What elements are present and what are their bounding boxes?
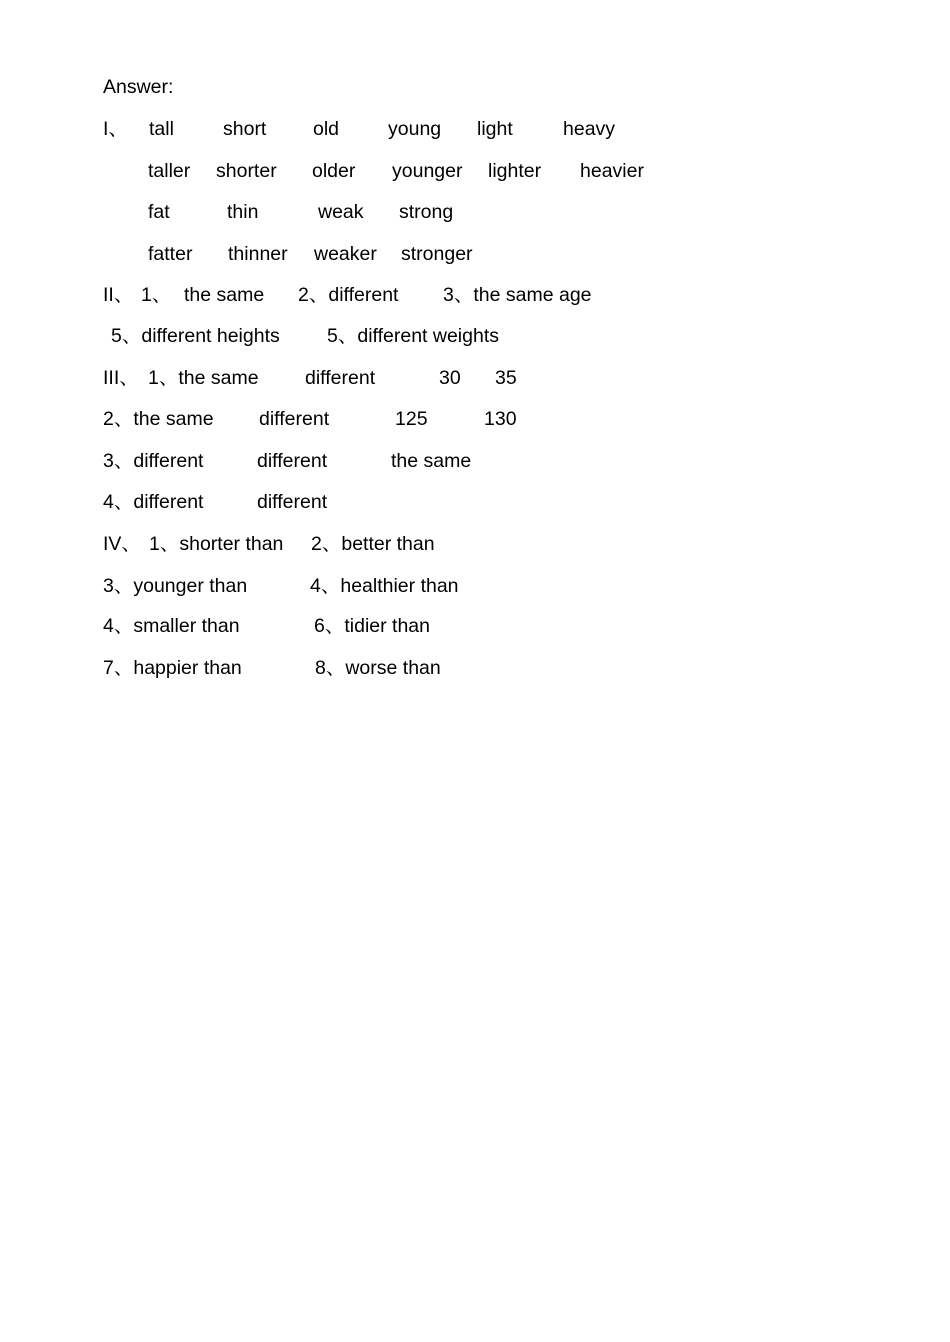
part3-row3 bbox=[0, 447, 950, 475]
word: older bbox=[312, 160, 356, 182]
word: weaker bbox=[314, 243, 377, 265]
part1-label: I、 bbox=[103, 118, 128, 140]
answer-item: 1、 bbox=[141, 284, 172, 306]
answer-item: 3、younger than bbox=[103, 575, 248, 597]
word: heavy bbox=[563, 118, 616, 140]
part3-row1 bbox=[0, 364, 950, 392]
word: heavier bbox=[580, 160, 644, 182]
answer-item: different bbox=[305, 367, 376, 389]
answer-item: different bbox=[257, 450, 328, 472]
part1-row3 bbox=[0, 198, 950, 226]
part2-label: II、 bbox=[103, 284, 134, 306]
answer-item: 125 bbox=[395, 408, 428, 430]
answer-item: 4、healthier than bbox=[310, 575, 459, 597]
part3-label: III、 bbox=[103, 367, 139, 389]
part4-row2 bbox=[0, 572, 950, 600]
part2-row2 bbox=[0, 322, 950, 350]
part4-row1 bbox=[0, 530, 950, 558]
word: young bbox=[388, 118, 442, 140]
answer-item: 5、different weights bbox=[327, 325, 499, 347]
part4-label: IV、 bbox=[103, 533, 141, 555]
part3-row2 bbox=[0, 405, 950, 433]
part4-row4 bbox=[0, 654, 950, 682]
answer-item: 2、different bbox=[298, 284, 399, 306]
word: light bbox=[477, 118, 513, 140]
word: lighter bbox=[488, 160, 542, 182]
word: shorter bbox=[216, 160, 277, 182]
word: fat bbox=[148, 201, 170, 223]
word: strong bbox=[399, 201, 454, 223]
part1-row4 bbox=[0, 240, 950, 268]
answer-item: the same bbox=[184, 284, 265, 306]
answer-item: 130 bbox=[484, 408, 517, 430]
part1-row1 bbox=[0, 115, 950, 143]
answer-item: 2、the same bbox=[103, 408, 214, 430]
answer-item: 7、happier than bbox=[103, 657, 242, 679]
part1-row2 bbox=[0, 157, 950, 185]
answer-item: the same bbox=[391, 450, 472, 472]
word: thinner bbox=[228, 243, 288, 265]
answer-item: 3、different bbox=[103, 450, 204, 472]
answer-item: 2、better than bbox=[311, 533, 435, 555]
word: thin bbox=[227, 201, 259, 223]
word: old bbox=[313, 118, 340, 140]
answer-heading: Answer: bbox=[103, 76, 174, 98]
answer-item: 5、different heights bbox=[111, 325, 280, 347]
answer-heading-line bbox=[0, 73, 950, 101]
answer-item: 3、the same age bbox=[443, 284, 592, 306]
word: taller bbox=[148, 160, 191, 182]
answer-item: different bbox=[259, 408, 330, 430]
word: fatter bbox=[148, 243, 193, 265]
word: stronger bbox=[401, 243, 473, 265]
answer-item: 4、smaller than bbox=[103, 615, 240, 637]
answer-item: 8、worse than bbox=[315, 657, 441, 679]
answer-item: 35 bbox=[495, 367, 517, 389]
answer-item: 1、shorter than bbox=[149, 533, 284, 555]
part2-row1 bbox=[0, 281, 950, 309]
word: tall bbox=[149, 118, 174, 140]
answer-item: different bbox=[257, 491, 328, 513]
part3-row4 bbox=[0, 488, 950, 516]
word: short bbox=[223, 118, 267, 140]
answer-item: 4、different bbox=[103, 491, 204, 513]
answer-item: 6、tidier than bbox=[314, 615, 430, 637]
answer-item: 30 bbox=[439, 367, 461, 389]
word: younger bbox=[392, 160, 463, 182]
part4-row3 bbox=[0, 612, 950, 640]
word: weak bbox=[318, 201, 364, 223]
answer-item: 1、the same bbox=[148, 367, 259, 389]
